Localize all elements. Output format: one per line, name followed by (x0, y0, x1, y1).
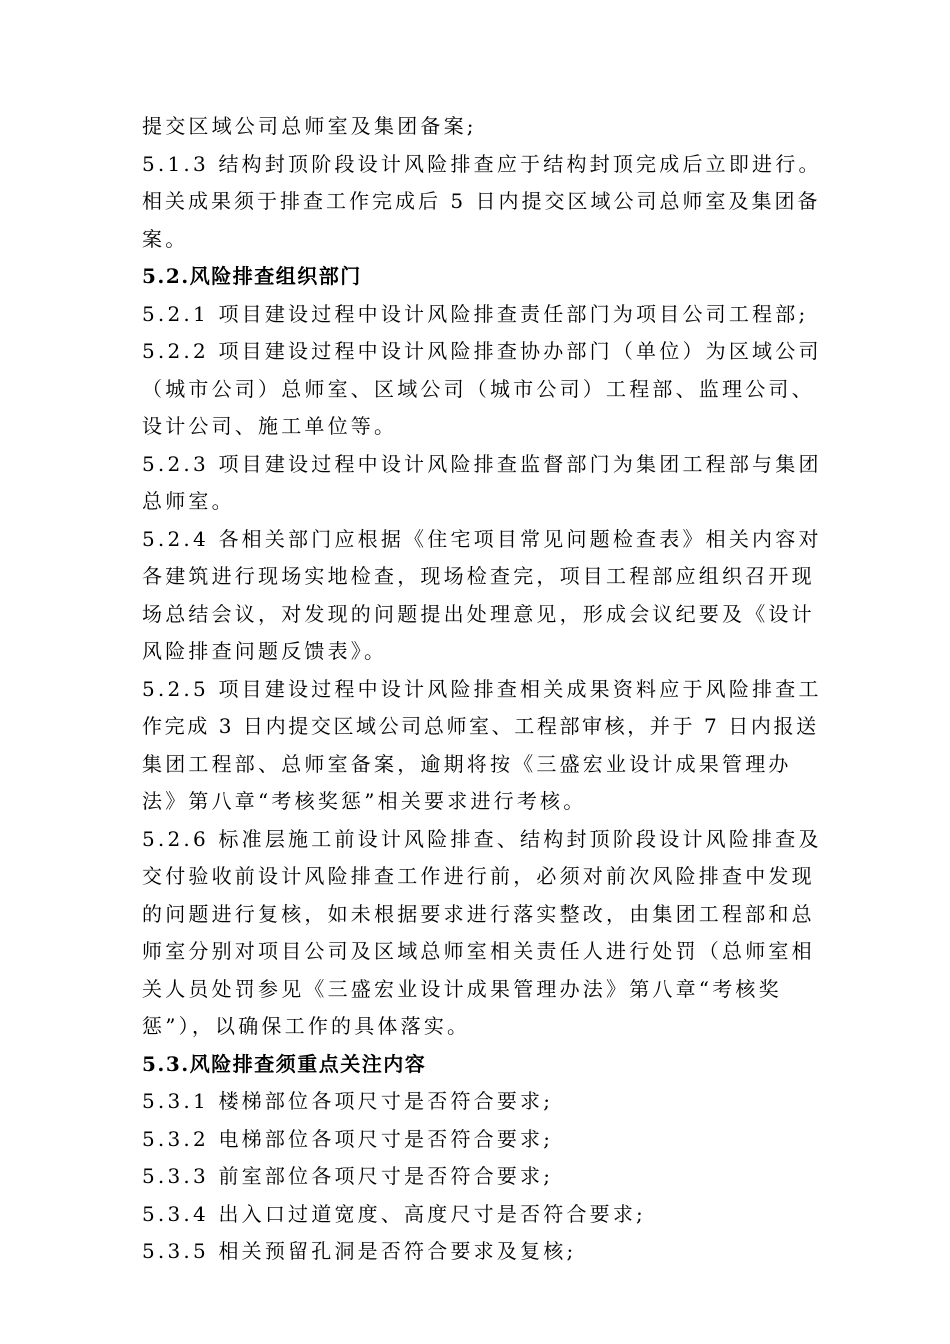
section-heading: 5.2.风险排查组织部门 (142, 264, 362, 288)
text-line: 的问题进行复核，如未根据要求进行落实整改，由集团工程部和总 (142, 901, 815, 926)
text-line: 5.1.3 结构封顶阶段设计风险排查应于结构封顶完成后立即进行。 (142, 151, 822, 176)
text-line: 5.2.3 项目建设过程中设计风险排查监督部门为集团工程部与集团 (142, 451, 822, 476)
text-line: 5.2.2 项目建设过程中设计风险排查协办部门（单位）为区域公司 (142, 339, 822, 363)
text-line: 总师室。 (142, 489, 235, 513)
text-line: 设计公司、施工单位等。 (142, 414, 398, 438)
document-page (142, 108, 822, 1271)
text-line: 5.2.6 标准层施工前设计风险排查、结构封顶阶段设计风险排查及 (142, 826, 822, 851)
text-line: 5.3.3 前室部位各项尺寸是否符合要求; (142, 1164, 554, 1188)
text-line: 场总结会议，对发现的问题提出处理意见，形成会议纪要及《设计 (142, 601, 815, 626)
text-line: 案。 (142, 226, 189, 251)
section-heading: 5.3.风险排查须重点关注内容 (142, 1051, 427, 1076)
text-line: 提交区域公司总师室及集团备案; (142, 114, 477, 138)
text-line: 集团工程部、总师室备案，逾期将按《三盛宏业设计成果管理办 (142, 751, 792, 776)
text-line: 相关成果须于排查工作完成后 5 日内提交区域公司总师室及集团备 (142, 189, 821, 213)
text-line: 法》第八章“考核奖惩”相关要求进行考核。 (142, 789, 587, 813)
text-line: （城市公司）总师室、区域公司（城市公司）工程部、监理公司、 (142, 376, 815, 401)
text-line: 5.3.2 电梯部位各项尺寸是否符合要求; (142, 1126, 554, 1151)
text-line: 5.2.1 项目建设过程中设计风险排查责任部门为项目公司工程部; (142, 301, 809, 326)
text-line: 师室分别对项目公司及区域总师室相关责任人进行处罚（总师室相 (142, 939, 815, 963)
text-line: 5.3.4 出入口过道宽度、高度尺寸是否符合要求; (142, 1201, 646, 1226)
text-line: 惩”），以确保工作的具体落实。 (142, 1014, 471, 1038)
text-line: 5.3.1 楼梯部位各项尺寸是否符合要求; (142, 1089, 554, 1113)
text-line: 5.2.5 项目建设过程中设计风险排查相关成果资料应于风险排查工 (142, 676, 822, 701)
text-line: 风险排查问题反馈表》。 (142, 639, 388, 663)
text-line: 各建筑进行现场实地检查，现场检查完，项目工程部应组织召开现 (142, 564, 815, 588)
text-line: 5.3.5 相关预留孔洞是否符合要求及复核; (142, 1239, 577, 1263)
text-line: 关人员处罚参见《三盛宏业设计成果管理办法》第八章“考核奖 (142, 976, 782, 1001)
text-line: 5.2.4 各相关部门应根据《住宅项目常见问题检查表》相关内容对 (142, 526, 822, 551)
text-line: 交付验收前设计风险排查工作进行前，必须对前次风险排查中发现 (142, 864, 815, 888)
text-line: 作完成 3 日内提交区域公司总师室、工程部审核，并于 7 日内报送 (142, 714, 819, 738)
